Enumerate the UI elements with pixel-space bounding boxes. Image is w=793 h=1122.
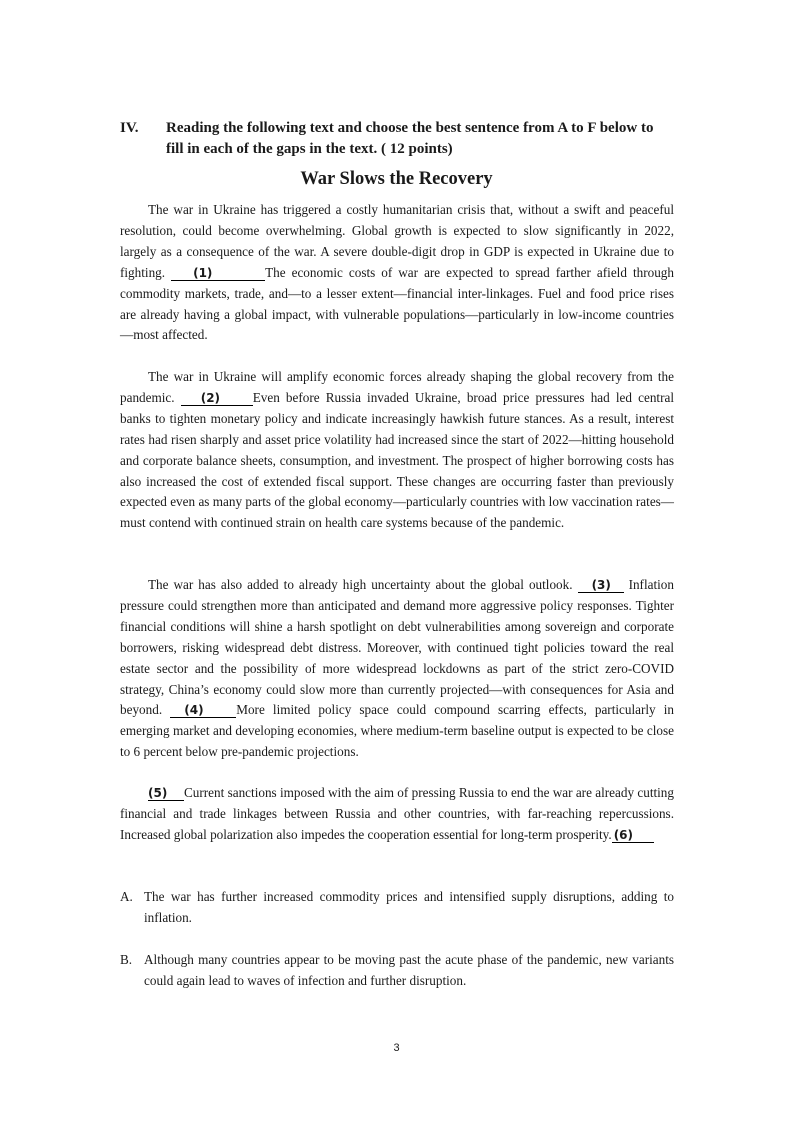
option-b: [120, 950, 674, 992]
paragraph-text: More limited policy space could compound scarring effects, particularly in emerging market and developing economies, where medium-term baseline output is expected to be close to 6 percent below pre-pandemic projections.: [120, 702, 675, 760]
paragraph-text: Inflation pressure could strengthen more than anticipated and demand more aggressive policy responses. Tighter financial conditions will shine a harsh spotlight on debt vulnerabilities among sovereign and corporate borrowers, risking widespread debt distress. Moreover, with continued tight policies toward the real estate sector and the possibility of more widespread lockdowns as part of the strict zero-COVID strategy, China’s economy could slow more than currently projected—with consequences for Asia and beyond.: [120, 577, 674, 718]
article-title: War Slows the Recovery: [300, 169, 493, 189]
gap-6[interactable]: (6): [612, 828, 654, 843]
paragraph-text: The war in Ukraine will amplify economic forces already shaping the global recovery from the pandemic.: [120, 369, 674, 405]
instruction-line-1: Reading the following text and choose the best sentence from A to F below to: [166, 120, 654, 136]
paragraph-3: [120, 575, 674, 763]
gap-4[interactable]: (4): [170, 703, 236, 718]
section-instruction: [120, 118, 680, 160]
paragraph-2: [120, 367, 674, 534]
gap-3[interactable]: (3): [578, 578, 624, 593]
gap-2[interactable]: (2): [181, 391, 253, 406]
page-number: 3: [393, 1042, 400, 1054]
paragraph-text: The war in Ukraine has triggered a costly humanitarian crisis that, without a swift and peaceful resolution, could become overwhelming. Global growth is expected to slow significantly in 2022, largely as a consequence of the war. A severe double-digit drop in GDP is expected in Ukraine due to fighting.: [120, 202, 674, 280]
option-letter: B.: [120, 952, 133, 967]
instruction-line-2: fill in each of the gaps in the text. ( 12 points): [166, 141, 453, 157]
option-text: The war has further increased commodity prices and intensified supply disruptions, adding to inflation.: [144, 889, 674, 925]
gap-5[interactable]: (5): [148, 786, 184, 801]
gap-1[interactable]: (1): [171, 266, 265, 281]
paragraph-4: [120, 783, 674, 846]
paragraph-text: The war has also added to already high uncertainty about the global outlook.: [148, 577, 578, 592]
section-number: IV.: [120, 120, 139, 136]
option-a: [120, 887, 674, 929]
option-text: Although many countries appear to be moving past the acute phase of the pandemic, new variants could again lead to waves of infection and further disruption.: [144, 952, 674, 988]
paragraph-text: The economic costs of war are expected to spread farther afield through commodity markets, trade, and—to a lesser extent—financial inter-linkages. Fuel and food price rises are already having a global impact, with vulnerable populations—particularly in low-income countries—most affected.: [120, 264, 674, 343]
paragraph-text: Even before Russia invaded Ukraine, broad price pressures had led central banks to tighten monetary policy and indicate increasingly hawkish future stances. As a result, interest rates had risen sharply and asset price volatility had increased since the start of 2022—hitting household and corporate balance sheets, consumption, and investment. The prospect of higher borrowing costs has also increased the cost of extended fiscal support. These changes are occurring faster than previously expected even as many parts of the global economy—particularly countries with low vaccination rates—must contend with continued strain on health care systems because of the pandemic.: [120, 389, 674, 531]
paragraph-text: Current sanctions imposed with the aim of pressing Russia to end the war are already cutting financial and trade linkages between Russia and other countries, with far-reaching repercussions. Increased global polarization also impedes the cooperation essential for long-term prosperity.: [120, 785, 674, 842]
paragraph-1: [120, 200, 674, 346]
option-letter: A.: [120, 889, 133, 904]
